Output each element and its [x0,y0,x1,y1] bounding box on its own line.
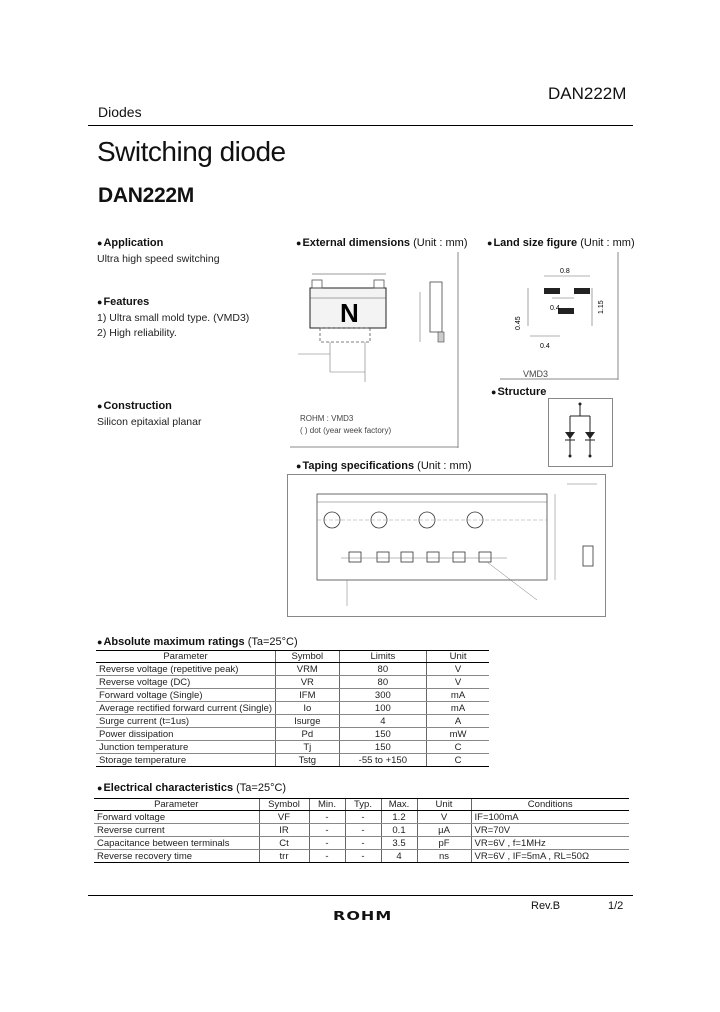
param-cell: Reverse recovery time [94,850,259,863]
land-package-label: VMD3 [523,369,549,379]
symbol-cell: Io [276,702,340,715]
dimensions-note-package: ROHM : VMD3 [300,414,354,423]
header-category: Diodes [98,104,142,120]
unit-cell: mA [427,702,489,715]
symbol-cell: Pd [276,728,340,741]
electrical-table [94,798,629,863]
table-row [96,741,489,754]
col-header: Parameter [96,651,276,663]
max-cell: 1.2 [381,811,417,824]
col-header: Min. [309,799,345,811]
param-cell: Forward voltage [94,811,259,824]
symbol-cell: IR [259,824,309,837]
param-cell: Forward voltage (Single) [96,689,276,702]
features-heading: ●Features [97,296,150,308]
typ-cell: - [345,850,381,863]
table-row [96,702,489,715]
max-cell: 0.1 [381,824,417,837]
electrical-heading: ●Electrical characteristics (Ta=25°C) [97,782,287,794]
min-cell: - [309,811,345,824]
symbol-cell: Ct [259,837,309,850]
construction-text: Silicon epitaxial planar [97,416,202,428]
col-header: Typ. [345,799,381,811]
min-cell: - [309,837,345,850]
conditions-cell: IF=100mA [471,811,629,824]
revision-label: Rev.B [531,900,561,912]
land-dim-bottom: 0.4 [540,343,550,350]
page-title: Switching diode [97,136,286,167]
col-header: Unit [417,799,471,811]
param-cell: Storage temperature [96,754,276,767]
conditions-cell: VR=6V , IF=5mA , RL=50Ω [471,850,629,863]
param-cell: Surge current (t=1us) [96,715,276,728]
typ-cell: - [345,837,381,850]
min-cell: - [309,850,345,863]
typ-cell: - [345,811,381,824]
col-header: Symbol [259,799,309,811]
col-header: Parameter [94,799,259,811]
table-row [96,754,489,767]
application-heading: ●Application [97,237,164,249]
symbol-cell: VRM [276,663,340,676]
table-row [96,663,489,676]
param-cell: Power dissipation [96,728,276,741]
external-dimensions-heading: ●External dimensions (Unit : mm) [296,237,468,249]
limit-cell: 150 [339,741,427,754]
unit-cell: V [417,811,471,824]
symbol-cell: VF [259,811,309,824]
table-row [96,689,489,702]
col-header: Limits [339,651,427,663]
symbol-cell: Isurge [276,715,340,728]
col-header: Unit [427,651,489,663]
marking-letter: N [340,298,359,328]
unit-cell: C [427,741,489,754]
land-size-drawing [500,252,620,382]
symbol-cell: VR [276,676,340,689]
table-row [94,824,629,837]
col-header: Conditions [471,799,629,811]
param-cell: Reverse voltage (DC) [96,676,276,689]
min-cell: - [309,824,345,837]
param-cell: Reverse voltage (repetitive peak) [96,663,276,676]
land-dim-mid: 0.4 [550,305,560,312]
unit-cell: mW [427,728,489,741]
col-header: Max. [381,799,417,811]
table-row [94,850,629,863]
limit-cell: 150 [339,728,427,741]
limit-cell: -55 to +150 [339,754,427,767]
typ-cell: - [345,824,381,837]
header-rule [88,125,633,126]
table-row [96,715,489,728]
application-text: Ultra high speed switching [97,253,220,265]
table-row [94,811,629,824]
abs-max-heading: ●Absolute maximum ratings (Ta=25°C) [97,636,298,648]
abs-max-table [96,650,489,767]
unit-cell: A [427,715,489,728]
symbol-cell: Tj [276,741,340,754]
taping-drawing [287,474,607,618]
land-dim-top: 0.8 [560,268,570,275]
param-cell: Capacitance between terminals [94,837,259,850]
unit-cell: pF [417,837,471,850]
header-part-number: DAN222M [548,84,627,103]
max-cell: 4 [381,850,417,863]
param-cell: Average rectified forward current (Single) [96,702,276,715]
land-dim-left: 0.45 [515,316,522,330]
limit-cell: 80 [339,663,427,676]
unit-cell: C [427,754,489,767]
taping-heading: ●Taping specifications (Unit : mm) [296,460,472,472]
limit-cell: 4 [339,715,427,728]
feature-item: 2) High reliability. [97,327,177,339]
feature-item: 1) Ultra small mold type. (VMD3) [97,312,250,324]
param-cell: Junction temperature [96,741,276,754]
conditions-cell: VR=6V , f=1MHz [471,837,629,850]
land-dim-right: 1.15 [598,300,605,314]
param-cell: Reverse current [94,824,259,837]
symbol-cell: trr [259,850,309,863]
table-row [94,837,629,850]
unit-cell: ns [417,850,471,863]
unit-cell: V [427,663,489,676]
rohm-logo: ROHM [333,907,393,924]
construction-heading: ●Construction [97,400,172,412]
footer-rule [88,895,633,896]
unit-cell: µA [417,824,471,837]
structure-diagram [548,398,614,468]
table-row [96,728,489,741]
max-cell: 3.5 [381,837,417,850]
part-number: DAN222M [98,184,194,207]
conditions-cell: VR=70V [471,824,629,837]
limit-cell: 100 [339,702,427,715]
unit-cell: mA [427,689,489,702]
col-header: Symbol [276,651,340,663]
symbol-cell: IFM [276,689,340,702]
electrical-header-row [94,799,629,811]
limit-cell: 80 [339,676,427,689]
symbol-cell: Tstg [276,754,340,767]
unit-cell: V [427,676,489,689]
abs-max-header-row [96,651,489,663]
land-size-heading: ●Land size figure (Unit : mm) [487,237,635,249]
table-row [96,676,489,689]
page-number: 1/2 [608,900,624,912]
limit-cell: 300 [339,689,427,702]
dimensions-note-dot: ( ) dot (year week factory) [300,426,392,435]
structure-heading: ●Structure [491,386,547,398]
